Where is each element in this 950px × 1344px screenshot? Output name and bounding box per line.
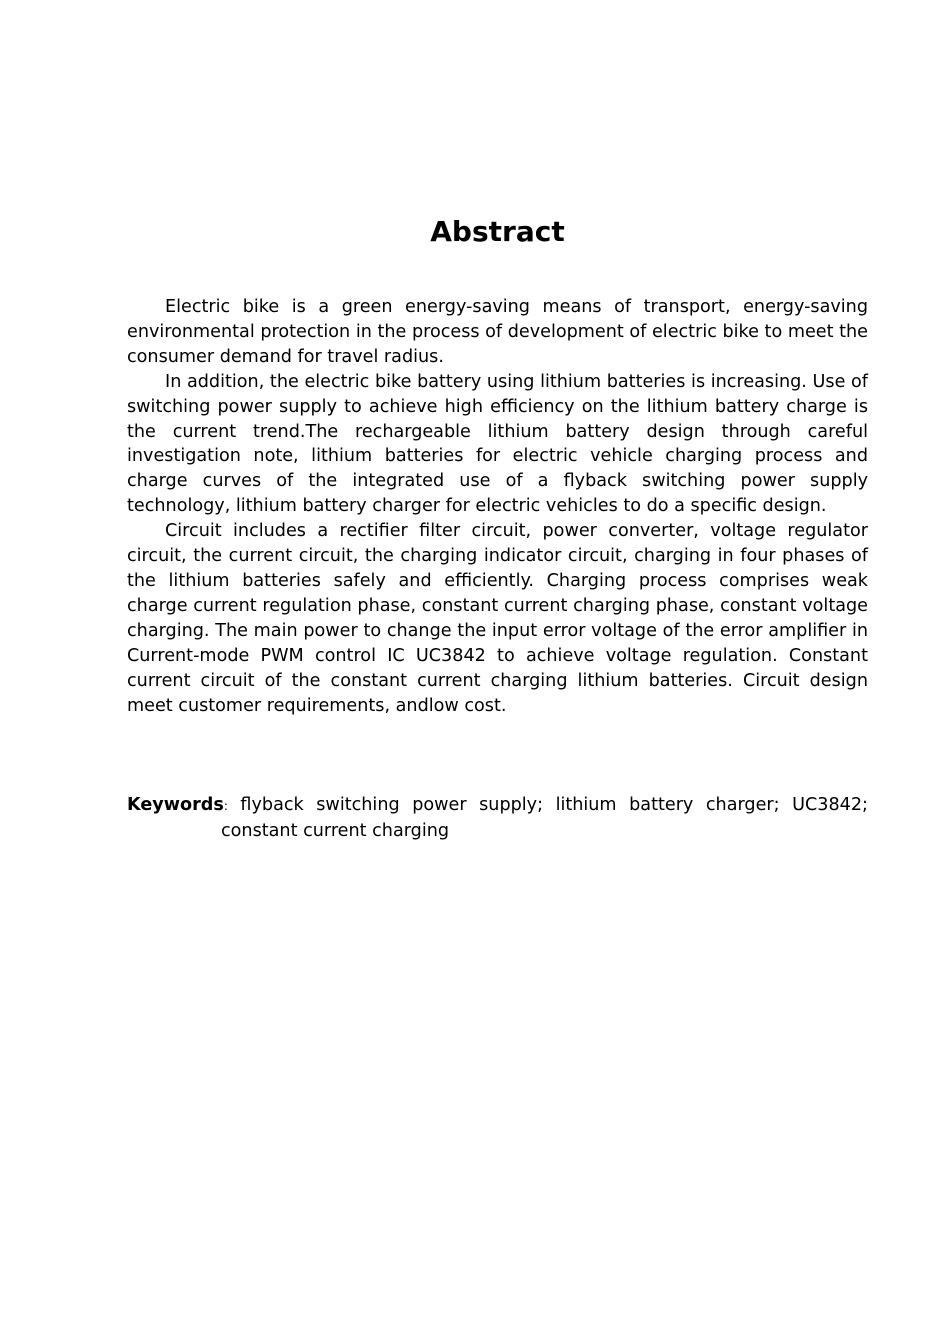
- abstract-paragraph-1: Electric bike is a green energy-saving means of transport, energy-saving environmental protection in the process of development of electric bike to meet the consumer demand for travel radius.: [127, 297, 868, 367]
- keywords-separator: :: [223, 799, 228, 813]
- keywords-text: flyback switching power supply; lithium battery charger; UC3842; constant current charging: [221, 795, 868, 841]
- abstract-title: Abstract: [430, 215, 565, 248]
- abstract-body: [127, 295, 868, 718]
- keywords-line: [127, 793, 868, 844]
- document-page: [127, 0, 868, 1344]
- abstract-paragraph-3: Circuit includes a rectifier filter circuit, power converter, voltage regulator circuit, the current circuit, the charging indicator circuit, charging in four phases of the lithium batteries safely and efficiently. Charging process comprises weak charge current regulation phase, constant current charging phase, constant voltage charging. The main power to change the input error voltage of the error amplifier in Current-mode PWM control IC UC3842 to achieve voltage regulation. Constant current circuit of the constant current charging lithium batteries. Circuit design meet customer requirements, andlow cost.: [127, 521, 868, 716]
- abstract-paragraph-2: In addition, the electric bike battery using lithium batteries is increasing. Use of switching power supply to achieve high efficiency on the lithium battery charge is the current trend.The rechargeable lithium battery design through careful investigation note, lithium batteries for electric vehicle charging process and charge curves of the integrated use of a flyback switching power supply technology, lithium battery charger for electric vehicles to do a specific design.: [127, 371, 868, 517]
- keywords-label: Keywords: [127, 795, 224, 815]
